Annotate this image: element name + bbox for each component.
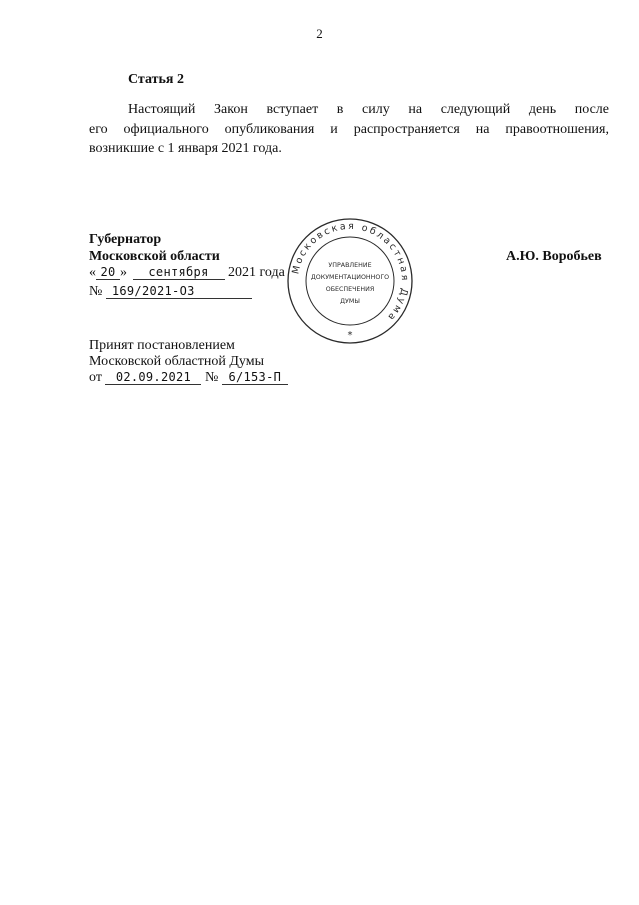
law-number: 169/2021-ОЗ (106, 285, 252, 299)
open-quote: « (89, 265, 96, 280)
adoption-number-sign: № (204, 370, 219, 385)
date-day: 20 (96, 266, 120, 280)
paragraph-line-1: Настоящий Закон вступает в силу на следующий день после (128, 102, 609, 117)
stamp-star: * (347, 330, 353, 341)
stamp-center-line-1: УПРАВЛЕНИЕ (328, 262, 372, 269)
close-quote: » (120, 265, 127, 280)
stamp-outer-ring (288, 219, 412, 343)
adopted-line-2: Московской областной Думы (89, 354, 264, 369)
stamp-center-line-4: ДУМЫ (340, 298, 360, 305)
stamp-center-line-3: ОБЕСПЕЧЕНИЯ (325, 286, 375, 293)
stamp-inner-ring (306, 237, 394, 325)
date-prefix: от (89, 370, 102, 385)
stamp-ring-text: Московская областная Дума (290, 220, 411, 324)
governor-name: А.Ю. Воробьев (506, 249, 602, 264)
paragraph-line-3: возникшие с 1 января 2021 года. (89, 141, 282, 156)
adopted-date-line (89, 370, 288, 386)
governor-title: Губернатор (89, 232, 162, 247)
page-number: 2 (316, 26, 323, 41)
adoption-date: 02.09.2021 (105, 371, 201, 385)
governor-region: Московской области (89, 249, 220, 264)
adoption-number: 6/153-П (222, 371, 288, 385)
date-year: 2021 года (228, 265, 285, 280)
article-heading: Статья 2 (128, 72, 184, 87)
article-paragraph (89, 100, 609, 159)
official-seal-stamp (286, 217, 414, 345)
adopted-line-1: Принят постановлением (89, 338, 235, 353)
stamp-center-line-2: ДОКУМЕНТАЦИОННОГО (310, 274, 390, 281)
date-month: сентября (133, 266, 225, 280)
law-number-line (89, 284, 252, 300)
number-sign: № (89, 284, 103, 299)
paragraph-line-2: его официального опубликования и распространяется на правоотношения, (89, 121, 609, 137)
signature-date-line (89, 265, 285, 281)
